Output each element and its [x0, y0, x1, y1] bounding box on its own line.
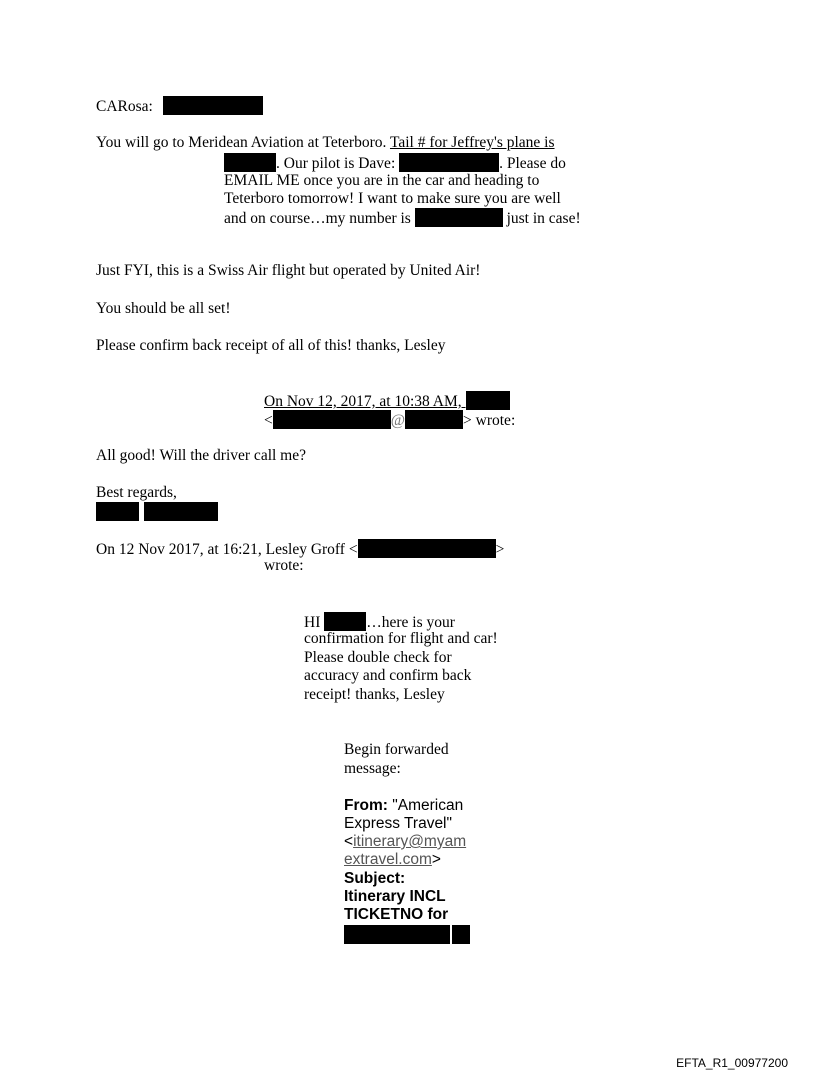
email-link[interactable]: extravel.com [344, 851, 432, 868]
instructions-line-5 [224, 208, 581, 228]
redaction-block [415, 208, 503, 227]
email-link[interactable]: itinerary@myam [353, 833, 467, 850]
from-label: From: [344, 797, 388, 814]
redaction-block [405, 410, 463, 429]
forwarded-line-1: Begin forwarded [344, 741, 449, 758]
quote2-header-line-2 [264, 557, 304, 575]
quote2-body-line-4: accuracy and confirm back [304, 667, 472, 684]
instructions-text: Teterboro tomorrow! I want to make sure you are well [224, 190, 561, 207]
quote2-text: HI [304, 614, 325, 631]
quote2-body-line-5: receipt! thanks, Lesley [304, 686, 445, 703]
instructions-text: and on course…my number is [224, 210, 415, 227]
instructions-line-2 [224, 153, 566, 173]
quote2-body-line-3: Please double check for [304, 649, 452, 666]
redaction-block [224, 153, 276, 172]
angle-bracket: > [431, 851, 441, 868]
from-name: "American [387, 797, 464, 814]
from-email-line-2 [344, 851, 441, 869]
quote2-header-line-1 [96, 539, 504, 559]
instructions-text: EMAIL ME once you are in the car and heading to [224, 172, 540, 189]
redaction-block [399, 153, 499, 172]
quote1-body: All good! Will the driver call me? [96, 447, 306, 464]
quote2-text: …here is your [366, 614, 455, 631]
signoff-text: Best regards, [96, 484, 177, 501]
at-sign: @ [390, 412, 406, 429]
subject-label: Subject: [344, 870, 406, 887]
instructions-text: You will go to Meridean Aviation at Teterboro. [96, 134, 390, 151]
instructions-text: . Our pilot is Dave: [276, 155, 400, 172]
fyi-note: Just FYI, this is a Swiss Air flight but operated by United Air! [96, 262, 481, 279]
bates-number: EFTA_R1_00977200 [676, 1056, 788, 1070]
angle-bracket: < [344, 833, 354, 850]
tail-number-text: Tail # for Jeffrey's plane is [389, 134, 555, 151]
all-set-note: You should be all set! [96, 300, 231, 317]
redaction-block [466, 391, 510, 410]
instructions-text: just in case! [502, 210, 581, 227]
from-email-line-1 [344, 833, 466, 851]
to-line [96, 96, 263, 116]
to-label: CARosa: [96, 98, 153, 115]
redaction-block [344, 925, 450, 944]
quote1-header-text: On Nov 12, 2017, at 10:38 AM, [264, 393, 466, 410]
quote1-signoff [96, 484, 177, 502]
forwarded-line-2: message: [344, 760, 401, 777]
instructions-text: . Please do [499, 155, 566, 172]
instructions-line-4 [224, 190, 561, 208]
instructions-line-1 [96, 134, 555, 152]
quote2-body-line-2: confirmation for flight and car! [304, 630, 498, 647]
redaction-block [163, 96, 263, 115]
quote2-header-text: On 12 Nov 2017, at 16:21, Lesley Groff < [96, 541, 358, 558]
subject-line-2: TICKETNO for [344, 906, 449, 923]
angle-bracket: > [495, 541, 505, 558]
quote1-signature [96, 502, 218, 522]
redaction-block [144, 502, 218, 521]
from-line-1 [344, 797, 463, 815]
instructions-line-3 [224, 172, 539, 190]
quote1-header-line-2 [264, 410, 515, 430]
angle-bracket: < [264, 412, 273, 429]
quote1-header-line-1 [264, 391, 510, 411]
confirm-note: Please confirm back receipt of all of this! thanks, Lesley [96, 337, 446, 354]
subject-line-1: Itinerary INCL [344, 888, 446, 905]
quote1-wrote: > wrote: [463, 412, 516, 429]
redaction-block [273, 410, 391, 429]
subject-redaction [344, 925, 470, 945]
redaction-block [452, 925, 470, 944]
redaction-block [96, 502, 139, 521]
redaction-block [358, 539, 496, 558]
from-line-2: Express Travel" [344, 815, 453, 832]
quote2-body-line-1 [304, 612, 455, 632]
quote2-wrote: wrote: [264, 557, 304, 574]
redaction-block [324, 612, 366, 631]
